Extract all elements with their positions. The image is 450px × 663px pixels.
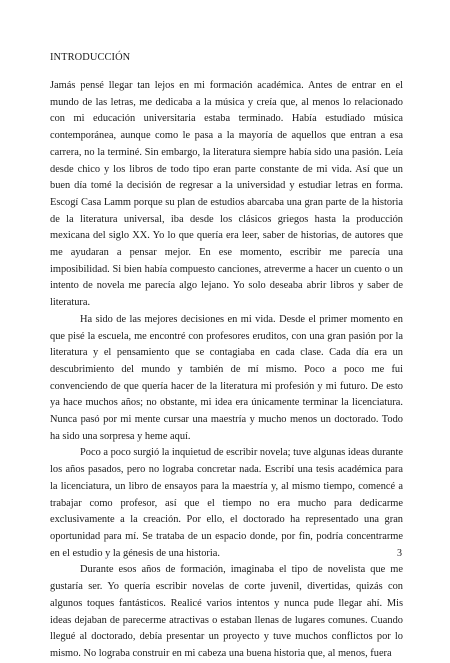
paragraph-1: Jamás pensé llegar tan lejos en mi formación académica. Antes de entrar en el mundo de las letras, me dedicaba a la música y creía que, al menos lo relacionado con mi educación universitaria estaba terminado. Había estudiado música contemporánea, aunque como le pasa a la mayoría de aquellos que entran a esa carrera, no la terminé. Sin embargo, la literatura siempre había sido una pasión. Leía desde chico y los libros de todo tipo eran parte constante de mi vida. Así que un buen día tomé la decisión de regresar a la universidad y estudiar letras en forma. Escogí Casa Lamm porque su plan de estudios abarcaba una gran parte de la historia de la literatura universal, iba desde los clásicos griegos hasta la producción mexicana del siglo XX. Yo lo que quería era leer, saber de historias, de autores que me ayudaran a pensar mejor. En ese momento, escribir me parecía una imposibilidad. Si bien había compuesto canciones, atreverme a hacer un cuento o un intento de novela me parecía algo lejano. Yo solo deseaba abrir libros y saber de literatura. [50, 80, 403, 309]
body-text [50, 78, 403, 663]
paragraph-4: Durante esos años de formación, imaginaba el tipo de novelista que me gustaría ser. Yo quería escribir novelas de corte juvenil, divertidas, quizás con algunos toques fantásticos. Realicé varios intentos y nunca pude llegar ahí. Mis ideas dejaban de parecerme atractivas o estaban llenas de lugares comunes. Cuando llegué al doctorado, debía presentar un proyecto y tuve muchos conflictos por lo mismo. No lograba construir en mi cabeza una buena historia que, al menos, fuera [50, 564, 403, 659]
page-number: 3 [397, 548, 402, 559]
paragraph-3: Poco a poco surgió la inquietud de escribir novela; tuve algunas ideas durante los años pasados, pero no lograba concretar nada. Escribí una tesis académica para la licenciatura, un libro de ensayos para la maestría y, al mismo tiempo, comencé a trabajar como profesor, así que el tiempo no era mucho para dedicarme exclusivamente a la creación. Por ello, el doctorado ha representado una gran oportunidad para mí. Se trataba de un espacio donde, por fin, podría concentrarme en el estudio y la génesis de una historia. [50, 447, 403, 559]
section-heading: INTRODUCCIÓN [50, 52, 131, 63]
paragraph-2: Ha sido de las mejores decisiones en mi vida. Desde el primer momento en que pisé la escuela, me encontré con profesores eruditos, con una gran pasión por la literatura y el pensamiento que se contagiaba en cada clase. Cada día era un descubrimiento del mundo y también de mí mismo. Poco a poco me fui convenciendo de que quería hacer de la literatura mi profesión y mi futuro. De esto ya hace muchos años; no obstante, mi idea era únicamente terminar la licenciatura. Nunca pasó por mi mente cursar una maestría y mucho menos un doctorado. Todo ha sido una sorpresa y heme aquí. [50, 313, 403, 442]
